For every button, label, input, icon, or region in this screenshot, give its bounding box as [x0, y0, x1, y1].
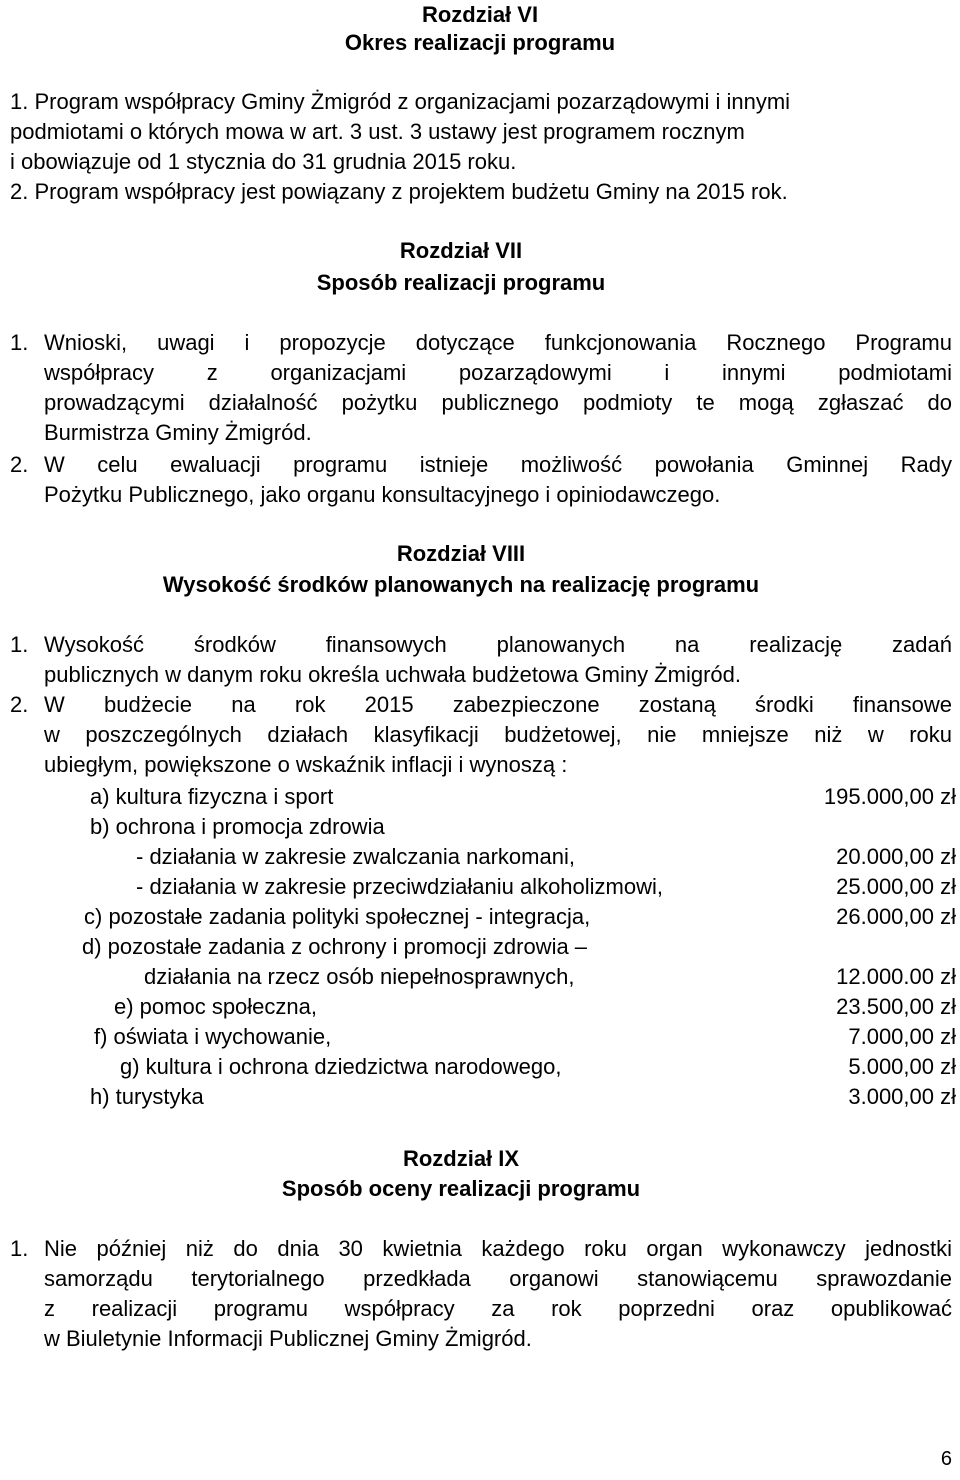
chapter-7-item-1-line-2: współpracy z organizacjami pozarządowymi i innymi podmiotami — [44, 360, 952, 385]
budget-item-amount: 12.000.00 zł — [836, 964, 956, 989]
page-number: 6 — [940, 1448, 952, 1470]
chapter-6-paragraph-1-line-2: podmiotami o których mowa w art. 3 ust. 3 ustawy jest programem rocznym — [10, 119, 745, 144]
chapter-8-title: Rozdział VIII — [396, 541, 526, 566]
chapter-7-item-2-number: 2. — [10, 452, 29, 477]
chapter-7-item-2-line-1: W celu ewaluacji programu istnieje możliwość powołania Gminnej Rady — [44, 452, 952, 477]
budget-item-amount: 7.000,00 zł — [848, 1024, 956, 1049]
chapter-9-item-1-number: 1. — [10, 1236, 29, 1261]
budget-item-label: h) turystyka — [90, 1084, 204, 1109]
chapter-9-subtitle: Sposób oceny realizacji programu — [281, 1176, 641, 1201]
budget-item-label: g) kultura i ochrona dziedzictwa narodowego, — [120, 1054, 562, 1079]
chapter-6-paragraph-2-line-1: 2. Program współpracy jest powiązany z projektem budżetu Gminy na 2015 rok. — [10, 179, 788, 204]
chapter-9-item-1-line-3: z realizacji programu współpracy za rok poprzedni oraz opublikować — [44, 1296, 952, 1321]
chapter-9-item-1-line-2: samorządu terytorialnego przedkłada organowi stanowiącemu sprawozdanie — [44, 1266, 952, 1291]
budget-item-label: c) pozostałe zadania polityki społecznej - integracja, — [84, 904, 591, 929]
budget-item-label: e) pomoc społeczna, — [114, 994, 317, 1019]
budget-item-amount: 20.000,00 zł — [836, 844, 956, 869]
chapter-8-item-2-line-3: ubiegłym, powiększone o wskaźnik inflacji i wynoszą : — [44, 752, 568, 777]
chapter-8-item-1-line-2: publicznych w danym roku określa uchwała budżetowa Gminy Żmigród. — [44, 662, 741, 687]
budget-item-label: działania na rzecz osób niepełnosprawnych, — [144, 964, 575, 989]
chapter-7-title: Rozdział VII — [399, 238, 523, 263]
budget-item-label: b) ochrona i promocja zdrowia — [90, 814, 385, 839]
budget-item-label: - działania w zakresie przeciwdziałaniu alkoholizmowi, — [136, 874, 664, 899]
chapter-8-item-2-line-1: W budżecie na rok 2015 zabezpieczone zostaną środki finansowe — [44, 692, 952, 717]
chapter-6-subtitle: Okres realizacji programu — [344, 30, 616, 55]
budget-item-amount: 23.500,00 zł — [836, 994, 956, 1019]
chapter-8-item-2-line-2: w poszczególnych działach klasyfikacji budżetowej, nie mniejsze niż w roku — [44, 722, 952, 747]
chapter-6-title: Rozdział VI — [421, 2, 539, 27]
chapter-6-paragraph-1-line-1: 1. Program współpracy Gminy Żmigród z organizacjami pozarządowymi i innymi — [10, 89, 791, 114]
chapter-7-item-1-number: 1. — [10, 330, 29, 355]
budget-item-amount: 26.000,00 zł — [836, 904, 956, 929]
chapter-8-item-1-line-1: Wysokość środków finansowych planowanych na realizację zadań — [44, 632, 952, 657]
budget-item-label: f) oświata i wychowanie, — [94, 1024, 332, 1049]
budget-item-label: d) pozostałe zadania z ochrony i promocji zdrowia – — [82, 934, 588, 959]
chapter-7-item-1-line-1: Wnioski, uwagi i propozycje dotyczące funkcjonowania Rocznego Programu — [44, 330, 952, 355]
chapter-7-item-1-line-4: Burmistrza Gminy Żmigród. — [44, 420, 312, 445]
budget-item-label: a) kultura fizyczna i sport — [90, 784, 334, 809]
budget-item-label: - działania w zakresie zwalczania narkomani, — [136, 844, 575, 869]
chapter-9-item-1-line-4: w Biuletynie Informacji Publicznej Gminy Żmigród. — [44, 1326, 532, 1351]
chapter-9-item-1-line-1: Nie później niż do dnia 30 kwietnia każdego roku organ wykonawczy jednostki — [44, 1236, 952, 1261]
budget-item-amount: 5.000,00 zł — [848, 1054, 956, 1079]
budget-item-amount: 3.000,00 zł — [848, 1084, 956, 1109]
chapter-8-item-1-number: 1. — [10, 632, 29, 657]
chapter-6-paragraph-1-line-3: i obowiązuje od 1 stycznia do 31 grudnia 2015 roku. — [10, 149, 517, 174]
chapter-8-subtitle: Wysokość środków planowanych na realizację programu — [162, 572, 760, 597]
chapter-7-item-2-line-2: Pożytku Publicznego, jako organu konsultacyjnego i opiniodawczego. — [44, 482, 721, 507]
budget-item-amount: 195.000,00 zł — [823, 784, 956, 809]
chapter-9-title: Rozdział IX — [402, 1146, 520, 1171]
budget-item-amount: 25.000,00 zł — [836, 874, 956, 899]
chapter-7-item-1-line-3: prowadzącymi działalność pożytku publicznego podmioty te mogą zgłaszać do — [44, 390, 952, 415]
chapter-8-item-2-number: 2. — [10, 692, 29, 717]
chapter-7-subtitle: Sposób realizacji programu — [316, 270, 606, 295]
